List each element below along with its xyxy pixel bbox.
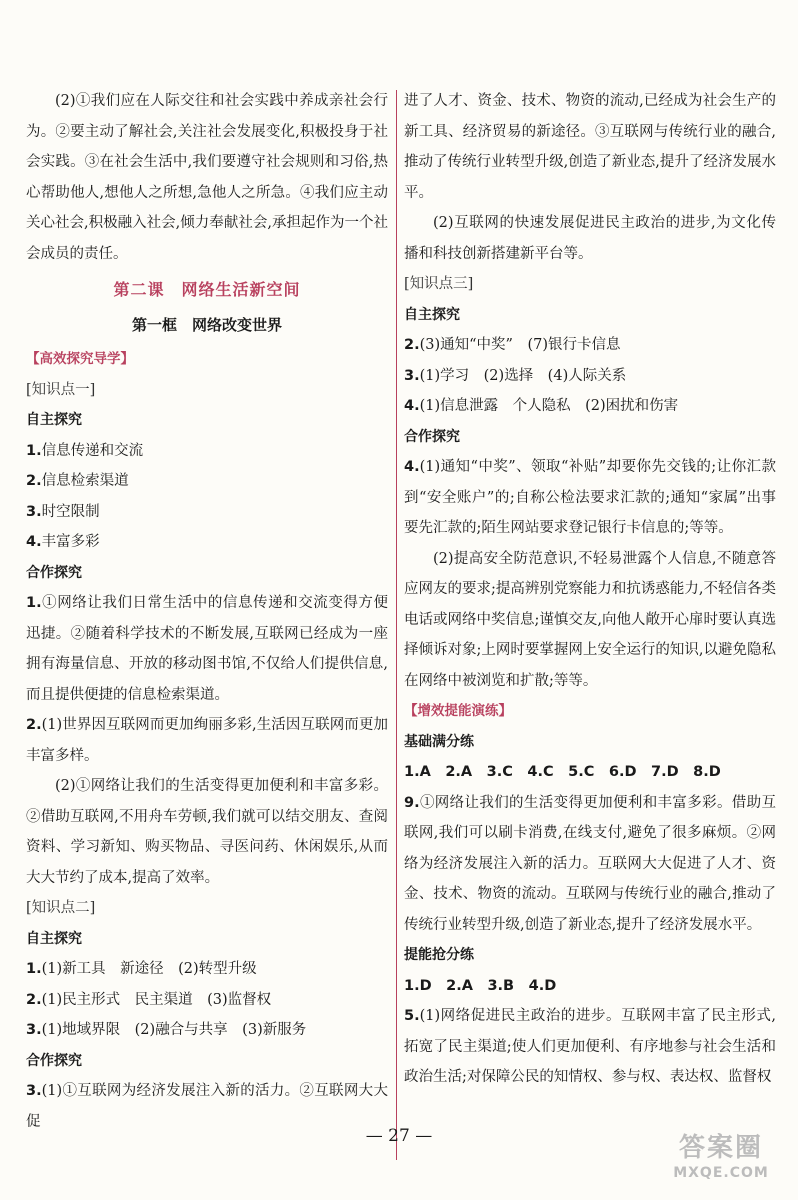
answer-paragraph: (2)互联网的快速发展促进民主政治的进步,为文化传播和科技创新搭建新平台等。 bbox=[404, 215, 776, 262]
list-item: 1.信息传递和交流 bbox=[26, 442, 144, 459]
list-item: 1.(1)新工具 新途径 (2)转型升级 bbox=[26, 961, 257, 977]
self-explore-label: 自主探究 bbox=[26, 930, 82, 947]
basic-answers: 1.A 2.A 3.C 4.C 5.C 6.D 7.D 8.D bbox=[404, 764, 721, 780]
answer-paragraph: (2)提高安全防范意识,不轻易泄露个人信息,不随意答应网友的要求;提高辨别党察能力和抗诱惑能力,不轻信各类电话或网络中奖信息;谨慎交友,向他人敞开心扉时要认真选择倾诉对象;上网时要掌握网上安全运行的知识,以避免隐私在网络中被浏览和扩散;等等。 bbox=[404, 550, 776, 689]
self-explore-label: 自主探究 bbox=[26, 412, 82, 428]
basic-practice-label: 基础满分练 bbox=[404, 733, 474, 750]
advanced-answers: 1.D 2.A 3.B 4.D bbox=[404, 977, 557, 994]
coop-explore-label: 合作探究 bbox=[26, 1052, 82, 1069]
coop-explore-label: 合作探究 bbox=[26, 564, 82, 581]
self-explore-label: 自主探究 bbox=[404, 306, 460, 323]
watermark-cn: 答案圈 bbox=[678, 1133, 763, 1163]
list-item: 2.(3)通知“中奖” (7)银行卡信息 bbox=[404, 337, 621, 353]
answer-paragraph: 5.(1)网络促进民主政治的进步。互联网丰富了民主形式,拓宽了民主渠道;使人们更加便利、有序地参与社会生活和政治生活;对保障公民的知情权、参与权、表达权、监督权 bbox=[404, 1008, 776, 1085]
section-tag-practice: 【增效提能演练】 bbox=[404, 703, 512, 719]
list-item: 3.时空限制 bbox=[26, 503, 100, 520]
intro-paragraph: (2)①我们应在人际交往和社会实践中养成亲社会行为。②要主动了解社会,关注社会发展变化,积极投身于社会实践。③在社会生活中,我们要遵守社会规则和习俗,热心帮助他人,想他人之所想,急他人之所急。④我们应主动关心社会,积极融入社会,倾力奉献社会,承担起作为一个社会成员的责任。 bbox=[26, 93, 388, 262]
section-tag-guide: 【高效探究导学】 bbox=[26, 351, 134, 367]
list-item: 4.(1)信息泄露 个人隐私 (2)困扰和伤害 bbox=[404, 398, 679, 414]
list-item: 2.信息检索渠道 bbox=[26, 473, 129, 489]
frame-title: 第一框 网络改变世界 bbox=[131, 315, 282, 334]
list-item: 3.(1)地域界限 (2)融合与共享 (3)新服务 bbox=[26, 1022, 307, 1038]
column-divider bbox=[396, 90, 397, 1160]
knowledge-point-2: [知识点二] bbox=[26, 900, 96, 916]
list-item: 2.(1)民主形式 民主渠道 (3)监督权 bbox=[26, 991, 272, 1008]
answer-paragraph: 1.①网络让我们日常生活中的信息传递和交流变得方便迅捷。②随着科学技术的不断发展,互联网已经成为一座拥有海量信息、开放的移动图书馆,不仅给人们提供信息,而且提供便捷的信息检索渠道。 bbox=[26, 595, 388, 703]
page-number: — 27 — bbox=[365, 1126, 433, 1146]
knowledge-point-1: [知识点一] bbox=[26, 381, 96, 398]
advanced-practice-label: 提能抢分练 bbox=[404, 947, 474, 963]
list-item: 4.丰富多彩 bbox=[26, 534, 100, 550]
answer-paragraph: 3.(1)①互联网为经济发展注入新的活力。②互联网大大促 bbox=[26, 1083, 388, 1130]
answer-paragraph: 2.(1)世界因互联网而更加绚丽多彩,生活因互联网而更加丰富多样。 bbox=[26, 717, 388, 764]
knowledge-point-3: [知识点三] bbox=[404, 276, 474, 292]
answer-paragraph: 9.①网络让我们的生活变得更加便利和丰富多彩。借助互联网,我们可以刷卡消费,在线支付,避免了很多麻烦。②网络为经济发展注入新的活力。互联网大大促进了人才、资金、技术、物资的流动。互联网与传统行业的融合,推动了传统行业转型升级,创造了新业态,提升了经济发展水平。 bbox=[404, 794, 776, 933]
watermark-logo bbox=[662, 1132, 780, 1190]
watermark-en: MXQE.COM bbox=[673, 1165, 769, 1181]
list-item: 3.(1)学习 (2)选择 (4)人际关系 bbox=[404, 367, 627, 384]
lesson-title: 第二课 网络生活新空间 bbox=[113, 280, 301, 299]
right-column bbox=[404, 86, 776, 1093]
left-column bbox=[26, 86, 388, 1137]
answer-paragraph: 进了人才、资金、技术、物资的流动,已经成为社会生产的新工具、经济贸易的新途径。③互联网与传统行业的融合,推动了传统行业转型升级,创造了新业态,提升了经济发展水平。 bbox=[404, 93, 776, 201]
coop-explore-label: 合作探究 bbox=[404, 428, 460, 445]
answer-paragraph: (2)①网络让我们的生活变得更加便利和丰富多彩。②借助互联网,不用舟车劳顿,我们就可以结交朋友、查阅资料、学习新知、购买物品、寻医问药、休闲娱乐,从而大大节约了成本,提高了效率。 bbox=[26, 778, 388, 886]
answer-paragraph: 4.(1)通知“中奖”、领取“补贴”却要你先交钱的;让你汇款到“安全账户”的;自称公检法要求汇款的;通知“家属”出事要先汇款的;陌生网站要求登记银行卡信息的;等等。 bbox=[404, 459, 776, 536]
